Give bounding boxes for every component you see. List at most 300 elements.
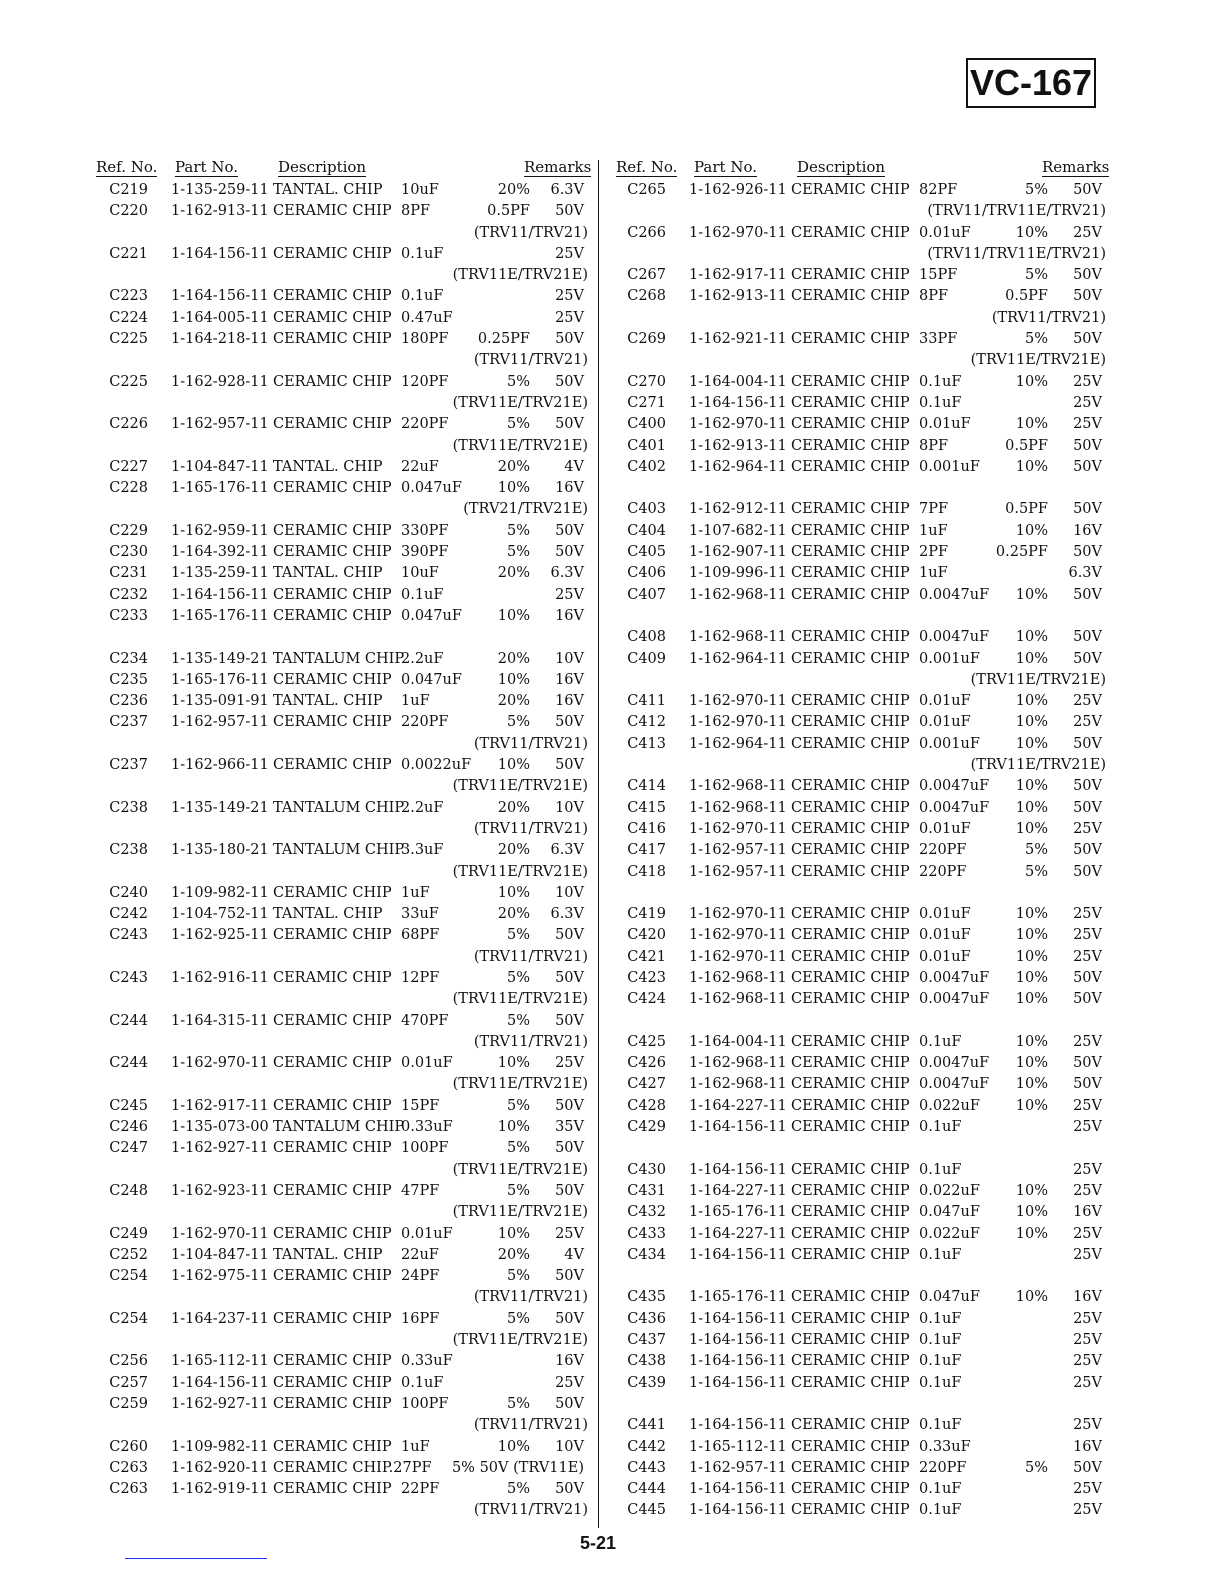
voltage: 50V (555, 927, 584, 944)
part-no: 1-162-913-11 (171, 203, 269, 220)
value: 0.0047uF (919, 991, 990, 1008)
remark-note: (TRV21/TRV21E) (463, 501, 588, 518)
description: CERAMIC CHIP (791, 373, 910, 390)
value: 15PF (401, 1097, 440, 1114)
tolerance: 5% (1024, 331, 1048, 348)
part-no: 1-162-917-11 (171, 1097, 269, 1114)
value: 0.047uF (401, 671, 462, 688)
part-no: 1-164-004-11 (689, 373, 787, 390)
value: 0.01uF (401, 1055, 453, 1072)
tolerance: 10% (1015, 948, 1048, 965)
tolerance: 0.25PF (477, 331, 530, 348)
description: CERAMIC CHIP (273, 245, 392, 262)
part-no: 1-164-237-11 (171, 1310, 269, 1327)
ref-no: C242 (109, 906, 148, 923)
voltage: 50V (555, 331, 584, 348)
ref-no: C427 (627, 1076, 666, 1093)
voltage: 35V (555, 1119, 584, 1136)
value: 0.01uF (919, 948, 971, 965)
value: 15PF (919, 267, 958, 284)
tolerance: 5% (506, 544, 530, 561)
part-no: 1-162-919-11 (171, 1481, 269, 1498)
description: CERAMIC CHIP (791, 1438, 910, 1455)
description: CERAMIC CHIP (791, 948, 910, 965)
description: CERAMIC CHIP (791, 1033, 910, 1050)
description: CERAMIC CHIP (791, 267, 910, 284)
value: 47PF (401, 1182, 440, 1199)
table-row (614, 734, 1106, 755)
value: 0.1uF (919, 394, 962, 411)
description: CERAMIC CHIP (791, 842, 910, 859)
voltage: 25V (1073, 1417, 1102, 1434)
value: 0.47uF (401, 309, 453, 326)
part-no: 1-162-964-11 (689, 735, 787, 752)
table-row (96, 244, 588, 265)
remark-note: (TRV11E/TRV21E) (452, 1076, 588, 1093)
ref-no: C445 (627, 1502, 666, 1519)
value: 0.33uF (401, 1119, 453, 1136)
description: CERAMIC CHIP (791, 693, 910, 710)
description: CERAMIC CHIP (791, 1417, 910, 1434)
part-no: 1-162-970-11 (171, 1225, 269, 1242)
table-row (614, 286, 1106, 307)
ref-no: C426 (627, 1055, 666, 1072)
table-row (96, 1053, 588, 1074)
voltage: 25V (1073, 394, 1102, 411)
ref-no: C249 (109, 1225, 148, 1242)
description: CERAMIC CHIP (273, 1225, 392, 1242)
description: CERAMIC CHIP (273, 671, 392, 688)
voltage: 50V (555, 714, 584, 731)
description: CERAMIC CHIP.27PF (273, 1459, 432, 1476)
value: 100PF (401, 1140, 449, 1157)
ref-no: C436 (627, 1310, 666, 1327)
description: CERAMIC CHIP (791, 1204, 910, 1221)
value: 8PF (919, 288, 949, 305)
column-divider (598, 160, 599, 1528)
part-no: 1-162-957-11 (689, 842, 787, 859)
voltage: 50V (555, 203, 584, 220)
ref-no: C246 (109, 1119, 148, 1136)
tolerance: 5% (506, 1481, 530, 1498)
table-row (96, 1437, 588, 1458)
tolerance: 10% (497, 1225, 530, 1242)
table-row (614, 1415, 1106, 1436)
voltage: 6.3V (550, 842, 584, 859)
ref-no: C257 (109, 1374, 148, 1391)
remark-note: (TRV11E/TRV21E) (452, 1204, 588, 1221)
value: 24PF (401, 1268, 440, 1285)
ref-no: C252 (109, 1246, 148, 1263)
table-row (96, 1309, 588, 1330)
table-row-note (614, 308, 1106, 329)
table-row (96, 1373, 588, 1394)
ref-no: C237 (109, 714, 148, 731)
table-row (96, 840, 588, 861)
ref-no: C424 (627, 991, 666, 1008)
voltage: 25V (555, 309, 584, 326)
value: 0.33uF (401, 1353, 453, 1370)
value: 100PF (401, 1395, 449, 1412)
ref-no: C221 (109, 245, 148, 262)
tolerance: 10% (497, 480, 530, 497)
description: CERAMIC CHIP (273, 607, 392, 624)
voltage: 6.3V (550, 182, 584, 198)
tolerance: 5% (506, 927, 530, 944)
description: CERAMIC CHIP (273, 1097, 392, 1114)
table-row (614, 436, 1106, 457)
table-row-note (96, 1074, 588, 1095)
table-row-note (614, 350, 1106, 371)
voltage: 50V (1073, 458, 1102, 475)
part-no: 1-162-920-11 (171, 1459, 269, 1476)
table-row (96, 1458, 588, 1479)
remark-note: (TRV11E/TRV21E) (452, 863, 588, 880)
voltage: 25V (1073, 1332, 1102, 1349)
voltage: 25V (1073, 714, 1102, 731)
value: 220PF (401, 416, 449, 433)
table-row (614, 499, 1106, 520)
part-no: 1-164-218-11 (171, 331, 269, 348)
ref-no: C428 (627, 1097, 666, 1114)
value: 0.0022uF (401, 757, 472, 774)
ref-no: C402 (627, 458, 666, 475)
value: 0.1uF (919, 1374, 962, 1391)
tolerance: 5% (506, 522, 530, 539)
part-no: 1-162-923-11 (171, 1182, 269, 1199)
ref-no: C234 (109, 650, 148, 667)
value: 0.01uF (919, 416, 971, 433)
description: CERAMIC CHIP (791, 1119, 910, 1136)
tolerance: 0.5PF (1005, 437, 1048, 454)
voltage: 25V (555, 586, 584, 603)
description: CERAMIC CHIP (791, 501, 910, 518)
ref-no: C400 (627, 416, 666, 433)
remark-note: (TRV11/TRV21) (473, 1417, 588, 1434)
remark-note: (TRV11E/TRV21E) (970, 352, 1106, 369)
table-row (614, 819, 1106, 840)
value: 12PF (401, 969, 440, 986)
value: 0.001uF (919, 735, 980, 752)
table-row (614, 585, 1106, 606)
voltage: 25V (1073, 906, 1102, 923)
part-no: 1-162-970-11 (689, 416, 787, 433)
table-row-spacer (614, 1011, 1106, 1032)
value: 0.1uF (919, 1033, 962, 1050)
part-no: 1-162-968-11 (689, 629, 787, 646)
remark-note: (TRV11E/TRV21E) (452, 437, 588, 454)
tolerance: 0.5PF (1005, 288, 1048, 305)
part-no: 1-162-957-11 (171, 714, 269, 731)
remark-note: (TRV11/TRV11E/TRV21) (927, 245, 1106, 262)
description: CERAMIC CHIP (791, 288, 910, 305)
description: CERAMIC CHIP (791, 1374, 910, 1391)
value: 0.1uF (919, 1417, 962, 1434)
voltage: 25V (1073, 1481, 1102, 1498)
tolerance: 5% (506, 714, 530, 731)
table-row (614, 776, 1106, 797)
tolerance: 10% (1015, 820, 1048, 837)
table-row (614, 712, 1106, 733)
value: 0.1uF (401, 1374, 444, 1391)
voltage: 50V (555, 522, 584, 539)
table-row (96, 478, 588, 499)
table-row-note (96, 862, 588, 883)
value: 0.1uF (401, 586, 444, 603)
table-row (96, 670, 588, 691)
voltage: 50V (1073, 735, 1102, 752)
part-no: 1-162-913-11 (689, 437, 787, 454)
table-row (96, 691, 588, 712)
table-body (96, 180, 588, 1522)
ref-no: C270 (627, 373, 666, 390)
voltage: 16V (555, 671, 584, 688)
table-row (614, 1330, 1106, 1351)
remark-note: (TRV11E/TRV21E) (452, 1161, 588, 1178)
tolerance: 10% (1015, 586, 1048, 603)
value: 0.01uF (919, 820, 971, 837)
voltage: 50V (555, 1395, 584, 1412)
voltage: 50V (1073, 331, 1102, 348)
ref-no: C267 (627, 267, 666, 284)
part-no: 1-164-392-11 (171, 544, 269, 561)
voltage: 25V (1073, 1161, 1102, 1178)
description: CERAMIC CHIP (791, 565, 910, 582)
table-row-spacer (614, 883, 1106, 904)
part-no: 1-165-176-11 (171, 671, 269, 688)
part-no: 1-165-176-11 (171, 480, 269, 497)
value: 2.2uF (401, 799, 444, 816)
table-row (96, 712, 588, 733)
tolerance: 5% (506, 969, 530, 986)
part-no: 1-135-259-11 (171, 565, 269, 582)
table-row (614, 1351, 1106, 1372)
tolerance: 5% (1024, 842, 1048, 859)
table-row (614, 1096, 1106, 1117)
remark-note: (TRV11E/TRV21E) (452, 1332, 588, 1349)
table-row-note (96, 265, 588, 286)
value: 470PF (401, 1012, 449, 1029)
part-no: 1-162-968-11 (689, 778, 787, 795)
ref-no: C431 (627, 1182, 666, 1199)
voltage: 25V (1073, 373, 1102, 390)
value: 220PF (919, 1459, 967, 1476)
voltage: 10V (555, 1438, 584, 1455)
ref-no: C408 (627, 629, 666, 646)
tolerance: 10% (1015, 906, 1048, 923)
voltage: 50V (1073, 182, 1102, 198)
table-row-note (614, 244, 1106, 265)
value: 0.022uF (919, 1097, 980, 1114)
table-row-note (96, 1032, 588, 1053)
ref-no: C417 (627, 842, 666, 859)
ref-no: C404 (627, 522, 666, 539)
tolerance: 0.5PF (1005, 501, 1048, 518)
table-row (614, 180, 1106, 201)
table-body (614, 180, 1106, 1522)
voltage: 50V (555, 1268, 584, 1285)
ref-no: C238 (109, 799, 148, 816)
value: 82PF (919, 182, 958, 198)
tolerance: 10% (1015, 1076, 1048, 1093)
tolerance: 5% (1024, 182, 1048, 198)
ref-no: C423 (627, 969, 666, 986)
model-badge: VC-167 (966, 58, 1096, 108)
description: TANTAL. CHIP (273, 693, 383, 710)
part-no: 1-162-970-11 (171, 1055, 269, 1072)
voltage: 25V (1073, 1502, 1102, 1519)
part-no: 1-135-149-21 (171, 650, 269, 667)
voltage: 50V (555, 373, 584, 390)
tolerance: 5% (506, 1140, 530, 1157)
tolerance: 20% (497, 799, 530, 816)
description: CERAMIC CHIP (273, 714, 392, 731)
ref-no: C260 (109, 1438, 148, 1455)
ref-no: C254 (109, 1310, 148, 1327)
voltage: 25V (555, 288, 584, 305)
table-row (614, 649, 1106, 670)
part-no: 1-162-957-11 (689, 863, 787, 880)
value: 0.33uF (919, 1438, 971, 1455)
part-no: 1-165-112-11 (171, 1353, 269, 1370)
part-no: 1-165-176-11 (689, 1204, 787, 1221)
header-part: Part No. (694, 158, 757, 176)
tolerance: 5% (506, 1310, 530, 1327)
table-row (96, 1351, 588, 1372)
footer-rule (125, 1558, 267, 1559)
ref-no: C418 (627, 863, 666, 880)
table-row (96, 308, 588, 329)
table-row-note (96, 1500, 588, 1521)
ref-no: C442 (627, 1438, 666, 1455)
part-no: 1-162-928-11 (171, 373, 269, 390)
part-no: 1-165-112-11 (689, 1438, 787, 1455)
voltage: 25V (1073, 416, 1102, 433)
voltage: 50V (1073, 842, 1102, 859)
voltage: 50V (555, 416, 584, 433)
value: 0.0047uF (919, 799, 990, 816)
table-row (614, 1309, 1106, 1330)
table-row-spacer (96, 627, 588, 648)
voltage: 50V (555, 1012, 584, 1029)
part-no: 1-164-156-11 (171, 245, 269, 262)
part-no: 1-162-925-11 (171, 927, 269, 944)
table-row (614, 840, 1106, 861)
part-no: 1-135-259-11 (171, 182, 269, 198)
table-row-note (96, 1202, 588, 1223)
tolerance: 10% (1015, 693, 1048, 710)
part-no: 1-107-682-11 (689, 522, 787, 539)
table-row (96, 585, 588, 606)
ref-no: C268 (627, 288, 666, 305)
tolerance: 10% (1015, 1225, 1048, 1242)
description: CERAMIC CHIP (791, 458, 910, 475)
description: CERAMIC CHIP (273, 1374, 392, 1391)
description: CERAMIC CHIP (273, 1438, 392, 1455)
ref-no: C443 (627, 1459, 666, 1476)
value: 7PF (919, 501, 949, 518)
part-no: 1-164-156-11 (689, 1310, 787, 1327)
ref-no: C432 (627, 1204, 666, 1221)
voltage: 25V (1073, 1310, 1102, 1327)
value: 0.01uF (919, 224, 971, 241)
voltage: 10V (555, 799, 584, 816)
value: 180PF (401, 331, 449, 348)
description: CERAMIC CHIP (273, 1395, 392, 1412)
value: 0.001uF (919, 650, 980, 667)
tolerance: 10% (1015, 1204, 1048, 1221)
ref-no: C409 (627, 650, 666, 667)
part-no: 1-162-907-11 (689, 544, 787, 561)
voltage: 25V (1073, 1374, 1102, 1391)
tolerance: 20% (497, 182, 530, 198)
part-no: 1-162-970-11 (689, 927, 787, 944)
value: 0.1uF (401, 245, 444, 262)
table-row (614, 904, 1106, 925)
value: 1uF (401, 1438, 430, 1455)
ref-no: C237 (109, 757, 148, 774)
voltage: 50V (1073, 288, 1102, 305)
voltage: 50V (555, 1097, 584, 1114)
description: CERAMIC CHIP (791, 863, 910, 880)
ref-no: C413 (627, 735, 666, 752)
ref-no: C416 (627, 820, 666, 837)
part-no: 1-162-968-11 (689, 1055, 787, 1072)
part-no: 1-164-156-11 (689, 1119, 787, 1136)
voltage: 25V (555, 1055, 584, 1072)
table-row (614, 1117, 1106, 1138)
description: CERAMIC CHIP (791, 437, 910, 454)
part-no: 1-104-847-11 (171, 458, 269, 475)
voltage: 16V (555, 1353, 584, 1370)
tolerance: 10% (497, 1055, 530, 1072)
part-no: 1-162-966-11 (171, 757, 269, 774)
description: TANTAL. CHIP (273, 458, 383, 475)
tolerance: 10% (497, 1119, 530, 1136)
voltage: 50V (1073, 778, 1102, 795)
table-row (614, 329, 1106, 350)
description: TANTALUM CHIP (273, 650, 405, 667)
voltage: 50V (1073, 1076, 1102, 1093)
description: TANTALUM CHIP (273, 842, 405, 859)
description: CERAMIC CHIP (791, 927, 910, 944)
table-row-note (96, 1287, 588, 1308)
tolerance: 10% (497, 671, 530, 688)
voltage: 25V (1073, 1182, 1102, 1199)
voltage: 50V (1073, 1459, 1102, 1476)
ref-no: C407 (627, 586, 666, 603)
tolerance: 10% (1015, 1097, 1048, 1114)
part-no: 1-162-912-11 (689, 501, 787, 518)
description: CERAMIC CHIP (791, 735, 910, 752)
description: CERAMIC CHIP (791, 1310, 910, 1327)
tolerance: 10% (497, 1438, 530, 1455)
ref-no: C225 (109, 331, 148, 348)
description: CERAMIC CHIP (273, 1055, 392, 1072)
value: 0.01uF (919, 906, 971, 923)
ref-no: C266 (627, 224, 666, 241)
value: 0.1uF (919, 1161, 962, 1178)
ref-no: C444 (627, 1481, 666, 1498)
remark-note: (TRV11/TRV21) (473, 224, 588, 241)
voltage: 25V (1073, 693, 1102, 710)
description: CERAMIC CHIP (791, 1076, 910, 1093)
ref-no: C406 (627, 565, 666, 582)
description: CERAMIC CHIP (273, 416, 392, 433)
ref-no: C434 (627, 1246, 666, 1263)
value: 22uF (401, 1246, 439, 1263)
voltage: 25V (555, 245, 584, 262)
